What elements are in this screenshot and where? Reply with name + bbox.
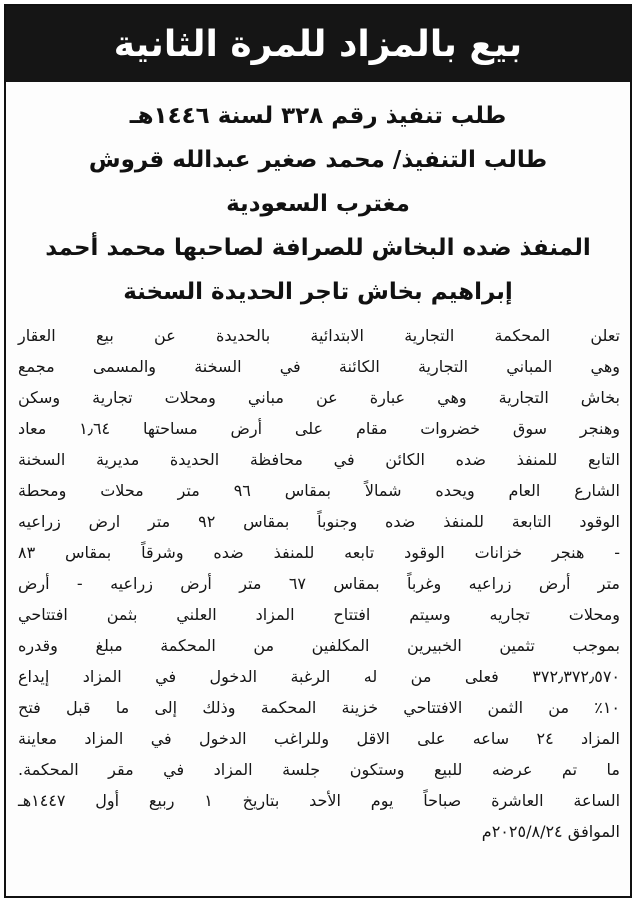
body-line: بموجب تثمين الخبيرين المكلفين من المحكمة مبلغ وقدره [18,636,620,655]
headline-title: بيع بالمزاد للمرة الثانية [113,23,523,65]
body-line: ما تم عرضه للبيع وستكون جلسة المزاد في مقر المحكمة. [18,760,620,779]
body-line: ٣٧٢٫٣٧٢٫٥٧٠ فعلى من له الرغبة الدخول في المزاد إيداع [18,667,620,686]
applicant-line: طالب التنفيذ/ محمد صغير عبدالله قروش [88,147,548,173]
body-line: التابع للمنفذ ضده الكائن في محافظة الحديدة مديرية السخنة [18,450,620,469]
body-line: الشارع العام ويحده شمالاً بمقاس ٩٦ متر محلات ومحطة [18,481,620,500]
body-line: وهي المباني التجارية الكائنة في السخنة والمسمى مجمع [18,357,620,376]
body-line: وهنجر سوق خضروات مقام على أرض مساحتها ١٫٦٤ معاد [18,419,621,438]
body-line: الساعة العاشرة صباحاً يوم الأحد بتاريخ ١ ربيع أول ١٤٤٧هـ [18,791,621,810]
notice-body [18,320,620,847]
respondent-name-line: إبراهيم بخاش تاجر الحديدة السخنة [123,279,513,305]
body-line: - هنجر خزانات الوقود تابعه للمنفذ ضده وشرقاً بمقاس ٨٣ [18,543,620,562]
body-line: تعلن المحكمة التجارية الابتدائية بالحديدة عن بيع العقار [18,326,620,345]
auction-notice [4,4,632,898]
applicant-location-line: مغترب السعودية [226,191,410,217]
body-line: ١٠٪ من الثمن الافتتاحي خزينة المحكمة وذلك إلى ما قبل فتح [18,698,620,717]
respondent-line: المنفذ ضده البخاش للصرافة لصاحبها محمد أحمد [45,235,591,261]
body-line: الوقود التابعة للمنفذ ضده وجنوباً بمقاس ٩٢ متر ارض زراعيه [18,512,621,531]
body-line: ومحلات تجاريه وسيتم افتتاح المزاد العلني بثمن افتتاحي [18,605,620,624]
case-details [14,94,622,314]
body-line: متر أرض زراعيه وغرباً بمقاس ٦٧ متر أرض زراعيه - أرض [18,574,620,593]
body-line: بخاش التجارية وهي عبارة عن مباني ومحلات تجارية وسكن [18,388,620,407]
headline-banner [6,6,630,82]
body-line: المزاد ٢٤ ساعه على الاقل وللراغب الدخول في المزاد معاينة [18,729,620,748]
body-line: الموافق ٢٠٢٥/٨/٢٤م [481,822,620,841]
case-number-line: طلب تنفيذ رقم ٣٢٨ لسنة ١٤٤٦هـ [129,103,507,129]
